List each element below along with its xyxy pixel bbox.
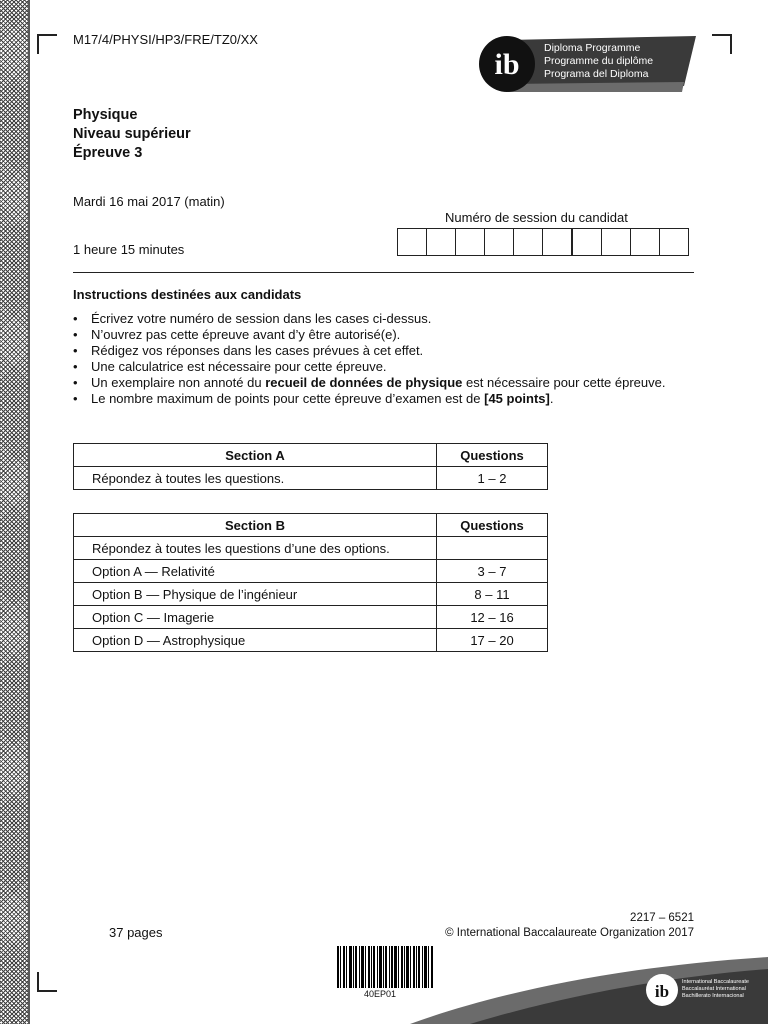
row-questions: 3 – 7 [437,560,548,583]
session-digit-box[interactable] [660,229,688,255]
row-description: Option D — Astrophysique [74,629,437,652]
session-number-boxes [397,228,689,256]
level: Niveau supérieur [73,126,191,142]
instruction-item: • Un exemplaire non annoté du recueil de données de physique est nécessaire pour cette épreuve. [73,375,673,391]
exam-title [73,106,191,163]
divider [73,272,694,273]
questions-header: Questions [437,514,548,537]
barcode-label: 40EP01 [364,989,397,999]
questions-header: Questions [437,444,548,467]
session-number-label: Numéro de session du candidat [445,210,628,225]
row-description: Répondez à toutes les questions d’une des options. [74,537,437,560]
session-digit-box[interactable] [573,229,602,255]
row-questions: 17 – 20 [437,629,548,652]
section-b-table [73,513,548,652]
instruction-item: • Le nombre maximum de points pour cette épreuve d’examen est de [45 points]. [73,391,673,407]
instructions-title: Instructions destinées aux candidats [73,287,302,302]
session-digit-box[interactable] [631,229,660,255]
logo-line-1: Diploma Programme [544,42,641,54]
logo-line-2: Programme du diplôme [544,55,654,67]
subject: Physique [73,107,138,123]
row-description: Répondez à toutes les questions. [74,467,437,490]
paper-code: M17/4/PHYSI/HP3/FRE/TZ0/XX [73,32,258,47]
row-questions: 12 – 16 [437,606,548,629]
session-digit-box[interactable] [514,229,543,255]
svg-text:ib: ib [654,982,670,1001]
row-description: Option C — Imagerie [74,606,437,629]
binding-margin [0,0,30,1024]
table-row [74,560,548,583]
row-description: Option A — Relativité [74,560,437,583]
row-description: Option B — Physique de l’ingénieur [74,583,437,606]
footer-reference [445,911,694,941]
session-digit-box[interactable] [456,229,485,255]
session-digit-box[interactable] [543,229,573,255]
table-row [74,537,548,560]
table-row [74,629,548,652]
ib-footer-logo [410,955,768,1024]
ref-code: 2217 – 6521 [630,912,694,924]
instruction-item: • N’ouvrez pas cette épreuve avant d’y être autorisé(e). [73,327,673,343]
footer-logo-line-2: Baccalauréat International [682,986,746,992]
crop-mark-top-left [37,34,57,54]
crop-mark-bottom-left [37,972,57,992]
exam-duration: 1 heure 15 minutes [73,242,185,257]
instruction-item: • Rédigez vos réponses dans les cases prévues à cet effet. [73,343,673,359]
instructions-list [73,311,673,407]
instruction-item: • Une calculatrice est nécessaire pour cette épreuve. [73,359,673,375]
session-digit-box[interactable] [602,229,631,255]
table-row [74,583,548,606]
row-questions: 8 – 11 [437,583,548,606]
session-digit-box[interactable] [398,229,427,255]
logo-line-3: Programa del Diploma [544,68,649,80]
crop-mark-top-right [712,34,732,54]
table-row [74,467,548,490]
session-digit-box[interactable] [485,229,514,255]
session-digit-box[interactable] [427,229,456,255]
svg-text:ib: ib [494,48,520,81]
footer-logo-line-1: International Baccalaureate [682,979,749,985]
exam-date: Mardi 16 mai 2017 (matin) [73,194,225,209]
row-questions: 1 – 2 [437,467,548,490]
paper: Épreuve 3 [73,145,143,161]
section-a-header: Section A [74,444,437,467]
copyright: © International Baccalaureate Organization 2017 [445,927,694,939]
page-count: 37 pages [109,925,163,940]
footer-logo-line-3: Bachillerato Internacional [682,993,744,999]
instruction-item: • Écrivez votre numéro de session dans les cases ci-dessus. [73,311,673,327]
table-row [74,606,548,629]
ib-diploma-logo [478,36,696,92]
row-questions [437,537,548,560]
section-a-table [73,443,548,490]
section-b-header: Section B [74,514,437,537]
